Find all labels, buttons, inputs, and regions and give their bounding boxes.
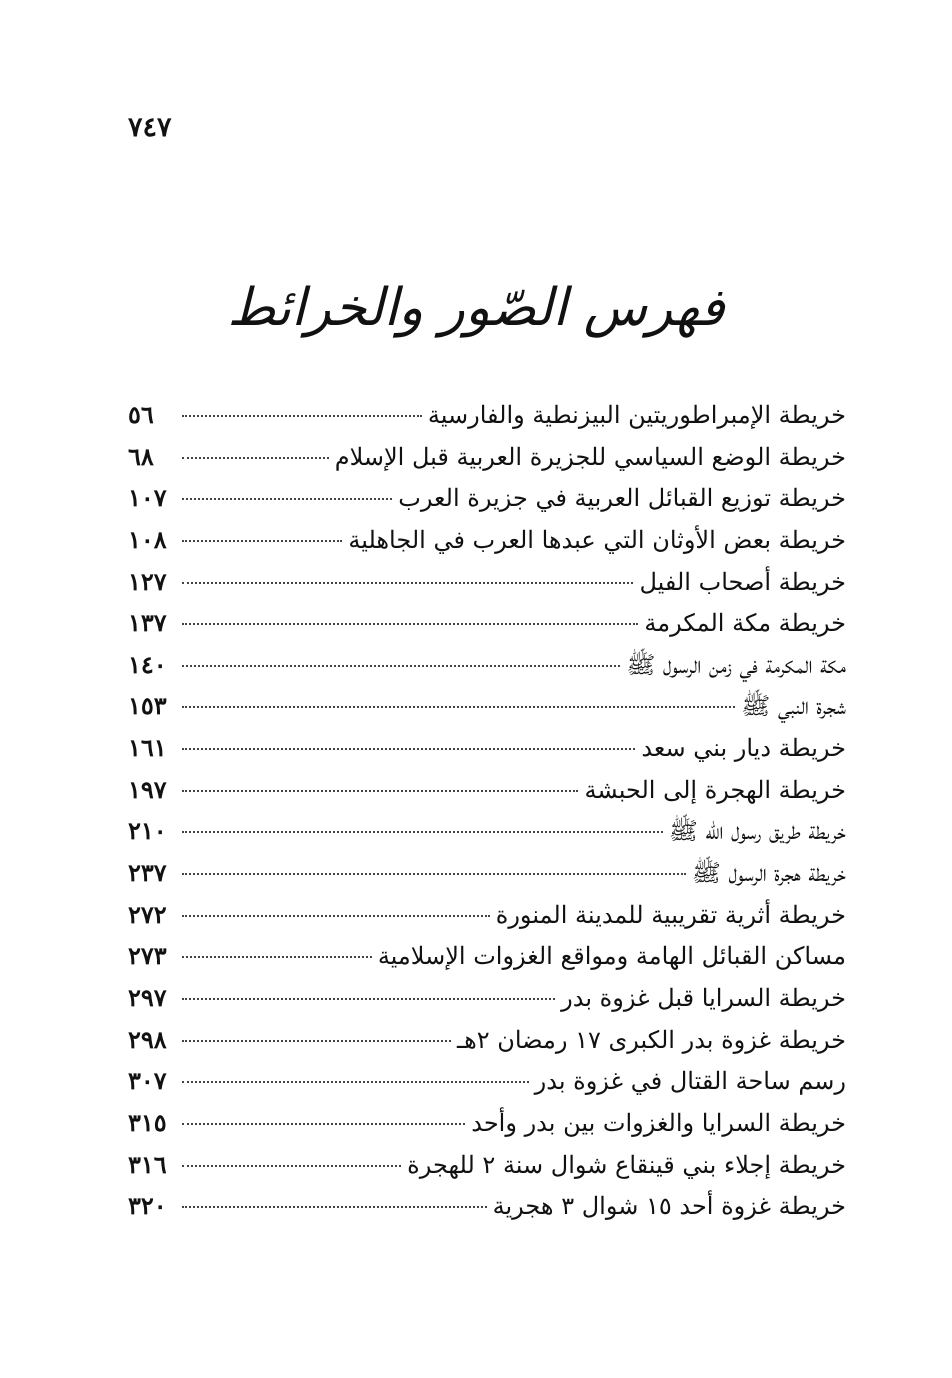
page-title: فهرس الصّور والخرائط (227, 278, 725, 338)
toc-entry (128, 602, 846, 644)
dot-leader (182, 915, 490, 917)
entry-title: خريطة بعض الأوثان التي عبدها العرب في الجاهلية (348, 525, 846, 554)
dot-leader (182, 748, 635, 750)
toc-entry (128, 1102, 846, 1144)
dot-leader (182, 706, 735, 708)
entry-page-number: ٣١٥ (128, 1107, 167, 1137)
entry-title: خريطة الإمبراطوريتين البيزنطية والفارسية (427, 401, 846, 429)
entry-page-number: ٣٠٧ (128, 1066, 167, 1096)
entry-title: خريطة الوضع السياسي للجزيرة العربية قبل الإسلام (334, 442, 846, 471)
dot-leader (182, 998, 555, 1000)
entry-page-number: ١٥٣ (128, 691, 167, 721)
toc-entry (128, 561, 846, 603)
entry-title: خريطة السرايا قبل غزوة بدر (561, 983, 846, 1012)
dot-leader (182, 582, 633, 584)
entry-title: خريطة طريق رسول الله ﷺ (668, 817, 846, 846)
toc-entry (128, 852, 846, 894)
dot-leader (182, 956, 372, 958)
entry-page-number: ٢٣٧ (128, 858, 167, 888)
dot-leader (182, 1040, 451, 1042)
toc-entry (128, 977, 846, 1019)
dot-leader (182, 1123, 465, 1125)
entry-title: خريطة هجرة الرسول ﷺ (691, 859, 846, 888)
entry-page-number: ١٠٧ (128, 483, 167, 513)
entry-page-number: ٢١٠ (128, 816, 167, 846)
toc-entry (128, 477, 846, 519)
dot-leader (182, 873, 686, 875)
dot-leader (182, 1206, 487, 1208)
toc-entry (128, 436, 846, 478)
dot-leader (182, 1081, 529, 1083)
toc-entry (128, 1060, 846, 1102)
toc-entry (128, 769, 846, 811)
dot-leader (182, 831, 663, 833)
dot-leader (182, 1165, 401, 1167)
toc-entry (128, 394, 846, 436)
toc-entry (128, 1019, 846, 1061)
toc-entry (128, 644, 846, 686)
dot-leader (182, 415, 422, 417)
entry-page-number: ١٢٧ (128, 566, 167, 596)
entry-title: خريطة الهجرة إلى الحبشة (584, 775, 846, 804)
entry-title: خريطة غزوة بدر الكبرى ١٧ رمضان ٢هـ (457, 1025, 846, 1054)
dot-leader (182, 623, 638, 625)
entry-title: خريطة إجلاء بني قينقاع شوال سنة ٢ للهجرة (407, 1150, 846, 1179)
toc-entry (128, 1144, 846, 1186)
entry-title: خريطة السرايا والغزوات بين بدر وأحد (471, 1108, 846, 1137)
entry-page-number: ٢٧٣ (128, 941, 167, 971)
entry-title: مكة المكرمة في زمن الرسول ﷺ (626, 650, 846, 679)
dot-leader (182, 498, 392, 500)
entry-page-number: ٥٦ (128, 400, 154, 429)
entry-title: مساكن القبائل الهامة ومواقع الغزوات الإسلامية (377, 942, 846, 971)
entry-page-number: ٢٧٢ (128, 899, 167, 929)
table-of-contents (128, 394, 846, 1227)
toc-entry (128, 727, 846, 769)
dot-leader (182, 540, 342, 542)
entry-title: خريطة ديار بني سعد (641, 734, 846, 763)
toc-entry (128, 685, 846, 727)
toc-entry (128, 1185, 846, 1227)
entry-page-number: ٣١٦ (128, 1149, 167, 1179)
entry-title: خريطة توزيع القبائل العربية في جزيرة العرب (398, 484, 846, 513)
entry-page-number: ١٣٧ (128, 608, 167, 638)
toc-entry (128, 810, 846, 852)
entry-title: رسم ساحة القتال في غزوة بدر (534, 1067, 846, 1096)
toc-entry (128, 894, 846, 936)
entry-title: خريطة أثرية تقريبية للمدينة المنورة (495, 900, 846, 929)
entry-page-number: ٢٩٨ (128, 1024, 167, 1054)
toc-entry (128, 519, 846, 561)
toc-entry (128, 935, 846, 977)
entry-title: خريطة أصحاب الفيل (639, 567, 846, 596)
entry-page-number: ٦٨ (128, 441, 154, 471)
entry-page-number: ١٠٨ (128, 524, 167, 554)
entry-page-number: ١٦١ (128, 733, 167, 763)
entry-page-number: ٣٢٠ (128, 1191, 167, 1221)
entry-page-number: ٢٩٧ (128, 982, 167, 1012)
dot-leader (182, 457, 329, 459)
dot-leader (182, 665, 620, 667)
entry-title: شجرة النبي ﷺ (741, 692, 846, 721)
entry-page-number: ١٩٧ (128, 774, 167, 804)
entry-title: خريطة مكة المكرمة (644, 609, 846, 638)
entry-title: خريطة غزوة أحد ١٥ شوال ٣ هجرية (492, 1192, 846, 1221)
page-number: ٧٤٧ (128, 112, 172, 143)
entry-page-number: ١٤٠ (128, 649, 167, 679)
dot-leader (182, 790, 578, 792)
